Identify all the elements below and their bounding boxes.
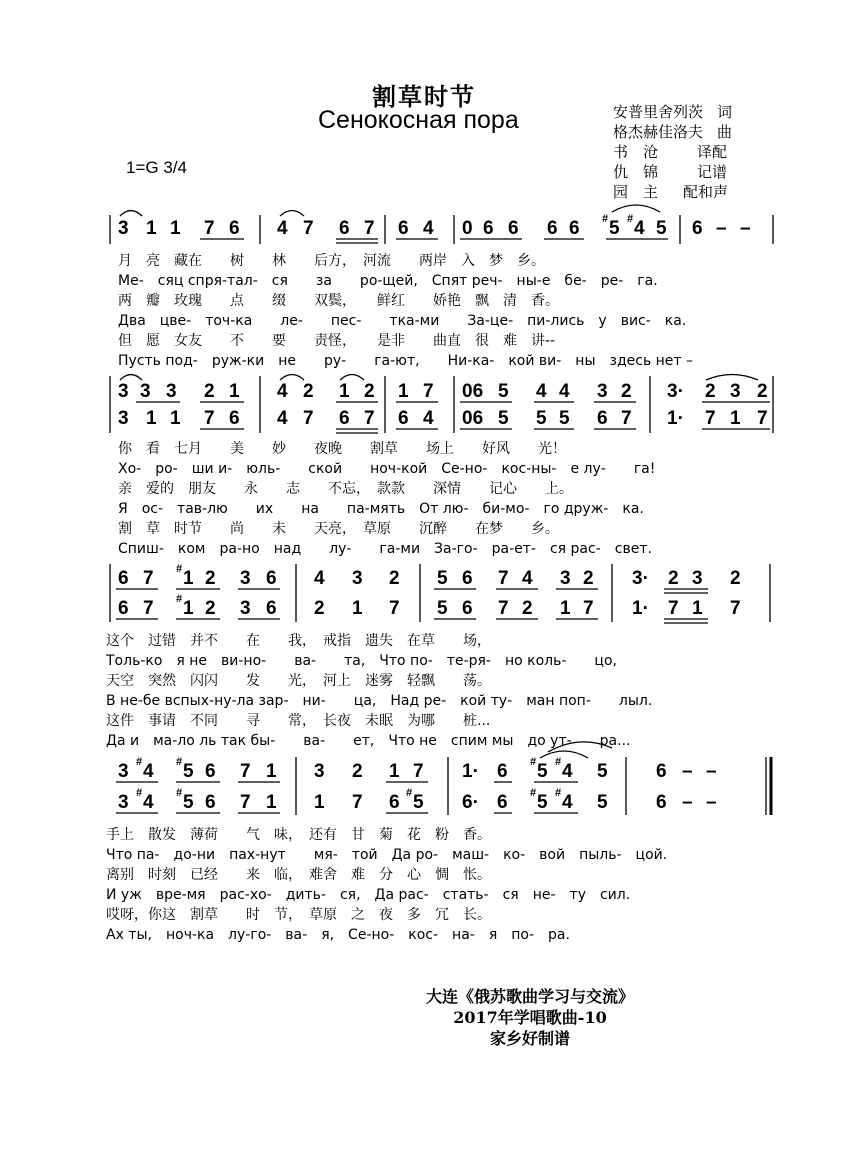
lyrics-system-2 [118,440,655,558]
svg-text:7: 7 [143,568,154,589]
lyric-line: Да и ма-ло ль так бы- ва- ет, Что не спим мы до ут- ра... [106,733,631,749]
svg-text:2: 2 [668,568,679,589]
svg-text:#: # [627,213,634,225]
svg-text:6: 6 [483,218,494,239]
system-4-notes [118,756,717,813]
svg-text:7: 7 [423,381,434,402]
svg-text:1: 1 [560,598,571,619]
svg-text:4: 4 [277,218,288,239]
svg-text:2: 2 [757,381,768,402]
footer-arranger: 家乡好制谱 [489,1029,570,1048]
lyric-line: Ме- сяц спря-тал- ся за ро-щей, Спят реч- ны-е бе- ре- га. [118,273,658,289]
svg-text:2: 2 [730,568,741,589]
svg-text:#: # [406,787,413,799]
svg-text:6·: 6· [462,792,479,813]
svg-text:3: 3 [597,381,608,402]
svg-text:4: 4 [559,381,570,402]
lyric-line: 哎呀，你这 割草 时 节， 草原 之 夜 多 冗 长。 [106,907,491,923]
lyric-line: Ах ты, ноч-ка лу-го- ва- я, Се-но- кос- на- я по- ра. [106,927,570,943]
svg-text:5: 5 [609,218,620,239]
svg-text:5: 5 [183,761,194,782]
svg-text:5: 5 [536,408,547,429]
svg-text:7: 7 [757,408,768,429]
svg-text:3: 3 [118,218,129,239]
svg-text:4: 4 [562,761,573,782]
credit-lyricist: 安普里舍列茨 词 [613,103,733,121]
svg-text:4: 4 [522,568,533,589]
svg-text:6: 6 [692,218,703,239]
svg-text:7: 7 [413,761,424,782]
lyric-line: И уж вре-мя рас-хо- дить- ся, Да рас- стать- ся не- ту сил. [106,887,631,903]
system-2-notes [118,381,768,429]
svg-text:5: 5 [413,792,424,813]
svg-text:6: 6 [462,568,473,589]
svg-text:7: 7 [204,218,215,239]
lyric-line: 这个 过错 并不 在 我， 戒指 遗失 在草 场， [106,633,491,649]
lyric-line: Толь-ко я не ви-но- ва- та, Что по- те-ря- но коль- цо, [106,653,617,669]
svg-text:#: # [602,213,609,225]
svg-text:6: 6 [205,761,216,782]
footer-publisher: 大连《俄苏歌曲学习与交流》 [425,987,634,1006]
svg-text:–: – [716,218,727,239]
svg-text:3: 3 [240,568,251,589]
svg-text:1: 1 [389,761,400,782]
svg-text:5: 5 [537,761,548,782]
svg-text:6: 6 [569,218,580,239]
svg-text:1·: 1· [462,761,479,782]
svg-text:1: 1 [183,598,194,619]
svg-text:6: 6 [462,598,473,619]
svg-text:2: 2 [204,381,215,402]
svg-text:–: – [682,792,693,813]
svg-text:5: 5 [437,568,448,589]
svg-text:6: 6 [547,218,558,239]
svg-text:6: 6 [508,218,519,239]
lyric-line: Хо- ро- ши и- юль- ской ноч-кой Се-но- кос-ны- е лу- га! [118,461,656,477]
lyric-line: 两 瓣 玫瑰 点 缀 双鬓， 鲜红 娇艳 飘 清 香。 [118,293,559,309]
svg-text:3: 3 [118,408,129,429]
svg-text:7: 7 [364,408,375,429]
svg-text:3: 3 [140,381,151,402]
svg-text:6: 6 [398,218,409,239]
svg-text:7: 7 [583,598,594,619]
lyric-line: 这件 事请 不同 寻 常， 长夜 未眠 为哪 桩... [106,713,491,729]
credit-transcriber: 仇 锦 记谱 [613,163,728,181]
svg-text:3: 3 [118,761,129,782]
svg-text:6: 6 [398,408,409,429]
svg-text:6: 6 [389,792,400,813]
svg-text:7: 7 [303,218,314,239]
svg-text:#: # [530,787,537,799]
svg-text:1: 1 [146,408,157,429]
song-title-chinese: 割草时节 [372,82,476,111]
svg-text:#: # [555,787,562,799]
svg-text:7: 7 [303,408,314,429]
svg-text:#: # [136,787,143,799]
svg-text:1: 1 [692,598,703,619]
svg-text:2: 2 [314,598,325,619]
lyric-line: Два цве- точ-ка ле- пес- тка-ми За-це- пи-лись у вис- ка. [118,313,687,329]
svg-text:7: 7 [352,792,363,813]
svg-text:–: – [706,792,717,813]
credit-composer: 格杰赫佳洛夫 曲 [613,123,733,141]
svg-text:2: 2 [364,381,375,402]
lyric-line: Что па- до-ни пах-нут мя- той Да ро- маш- ко- вой пыль- цой. [106,847,668,863]
svg-text:5: 5 [597,792,608,813]
svg-text:#: # [136,756,143,768]
svg-text:2: 2 [205,598,216,619]
svg-text:1: 1 [314,792,325,813]
svg-text:6: 6 [656,761,667,782]
svg-text:3: 3 [352,568,363,589]
key-signature: 1=G 3/4 [126,158,187,177]
svg-text:1·: 1· [632,598,649,619]
credit-harmonizer: 园 主 配和声 [613,183,729,201]
svg-text:4: 4 [423,408,434,429]
svg-text:5: 5 [498,408,509,429]
svg-text:3: 3 [560,568,571,589]
svg-text:1·: 1· [667,408,684,429]
svg-text:5: 5 [183,792,194,813]
credit-translator: 书 沧 译配 [613,143,728,161]
svg-text:–: – [706,761,717,782]
svg-text:0: 0 [462,218,473,239]
svg-text:7: 7 [621,408,632,429]
svg-text:6: 6 [339,218,350,239]
svg-text:3: 3 [166,381,177,402]
lyric-line: 月 亮 藏在 树 林 后方， 河流 两岸 入 梦 乡。 [118,253,545,269]
lyric-line: 割 草 时节 尚 未 天亮， 草原 沉醉 在梦 乡。 [118,521,559,537]
lyric-line: 亲 爱的 朋友 永 志 不忘， 款款 深情 记心 上。 [118,481,573,497]
svg-text:1: 1 [339,381,350,402]
svg-text:4: 4 [277,381,288,402]
svg-text:7: 7 [240,761,251,782]
svg-text:4: 4 [277,408,288,429]
svg-text:1: 1 [170,408,181,429]
svg-text:6: 6 [229,218,240,239]
svg-text:7: 7 [498,568,509,589]
svg-text:6: 6 [266,598,277,619]
svg-text:1: 1 [352,598,363,619]
svg-text:7: 7 [498,598,509,619]
lyric-line: В не-бе вспых-ну-ла зар- ни- ца, Над ре- кой ту- ман поп- лыл. [106,693,653,709]
svg-text:#: # [176,756,183,768]
svg-text:6: 6 [205,792,216,813]
svg-text:7: 7 [668,598,679,619]
lyric-line: 但 愿 女友 不 要 责怪， 是非 曲直 很 难 讲-- [118,333,556,349]
svg-text:5: 5 [437,598,448,619]
system-3-notes [118,563,741,619]
svg-text:3: 3 [730,381,741,402]
song-title-russian: Сенокосная пора [318,106,519,134]
svg-text:1: 1 [229,381,240,402]
svg-text:1: 1 [730,408,741,429]
svg-text:#: # [555,756,562,768]
svg-text:2: 2 [389,568,400,589]
svg-text:4: 4 [143,761,154,782]
svg-text:3: 3 [692,568,703,589]
svg-text:#: # [176,593,183,605]
svg-text:3: 3 [240,598,251,619]
svg-text:3: 3 [118,381,129,402]
svg-text:2: 2 [583,568,594,589]
svg-text:4: 4 [634,218,645,239]
svg-text:4: 4 [143,792,154,813]
svg-text:5: 5 [498,381,509,402]
svg-text:–: – [740,218,751,239]
svg-text:2: 2 [352,761,363,782]
svg-text:1: 1 [146,218,157,239]
lyrics-system-3 [106,632,652,750]
svg-text:6: 6 [497,761,508,782]
svg-text:2: 2 [205,568,216,589]
svg-text:–: – [682,761,693,782]
svg-text:6: 6 [597,408,608,429]
svg-text:1: 1 [266,792,277,813]
svg-text:06: 06 [462,408,484,429]
lyric-line: 你 看 七月 美 妙 夜晚 割草 场上 好风 光！ [118,441,566,457]
svg-text:#: # [176,787,183,799]
lyrics-system-1 [118,252,693,370]
svg-text:5: 5 [656,218,667,239]
svg-text:3: 3 [314,761,325,782]
svg-text:6: 6 [118,598,129,619]
svg-text:7: 7 [364,218,375,239]
svg-text:4: 4 [314,568,325,589]
svg-text:1: 1 [170,218,181,239]
svg-text:#: # [530,756,537,768]
svg-text:5: 5 [559,408,570,429]
lyric-line: Спиш- ком ра-но над лу- га-ми За-го- ра-ет- ся рас- свет. [118,541,652,557]
svg-text:6: 6 [656,792,667,813]
svg-text:06: 06 [462,381,484,402]
svg-text:2: 2 [621,381,632,402]
lyric-line: 离别 时刻 已经 来 临， 难舍 难 分 心 惆 怅。 [106,867,491,883]
svg-text:7: 7 [705,408,716,429]
lyric-line: 天空 突然 闪闪 发 光， 河上 迷雾 轻飘 荡。 [106,673,491,689]
svg-text:3·: 3· [632,568,649,589]
svg-text:6: 6 [118,568,129,589]
svg-text:#: # [176,563,183,575]
svg-text:2: 2 [705,381,716,402]
footer-series: 2017年学唱歌曲-10 [453,1008,607,1027]
svg-text:3·: 3· [667,381,684,402]
lyric-line: Пусть под- руж-ки не ру- га-ют, Ни-ка- кой ви- ны здесь нет – [118,353,694,369]
svg-text:5: 5 [597,761,608,782]
svg-text:2: 2 [522,598,533,619]
svg-text:6: 6 [497,792,508,813]
svg-text:7: 7 [143,598,154,619]
lyric-line: Я ос- тав-лю их на па-мять От лю- би-мо- го друж- ка. [118,501,644,517]
svg-text:2: 2 [303,381,314,402]
svg-text:5: 5 [537,792,548,813]
svg-text:6: 6 [229,408,240,429]
svg-text:4: 4 [536,381,547,402]
svg-text:4: 4 [562,792,573,813]
svg-text:1: 1 [183,568,194,589]
lyrics-system-4 [106,826,667,944]
svg-text:4: 4 [423,218,434,239]
svg-text:3: 3 [118,792,129,813]
svg-text:7: 7 [730,598,741,619]
lyric-line: 手上 散发 薄荷 气 味， 还有 甘 菊 花 粉 香。 [106,827,491,843]
svg-text:6: 6 [266,568,277,589]
score-footer [380,986,680,1049]
system-1-notes [118,213,751,239]
svg-text:7: 7 [389,598,400,619]
svg-text:1: 1 [266,761,277,782]
svg-text:1: 1 [398,381,409,402]
svg-text:6: 6 [339,408,350,429]
svg-text:7: 7 [204,408,215,429]
svg-text:7: 7 [240,792,251,813]
